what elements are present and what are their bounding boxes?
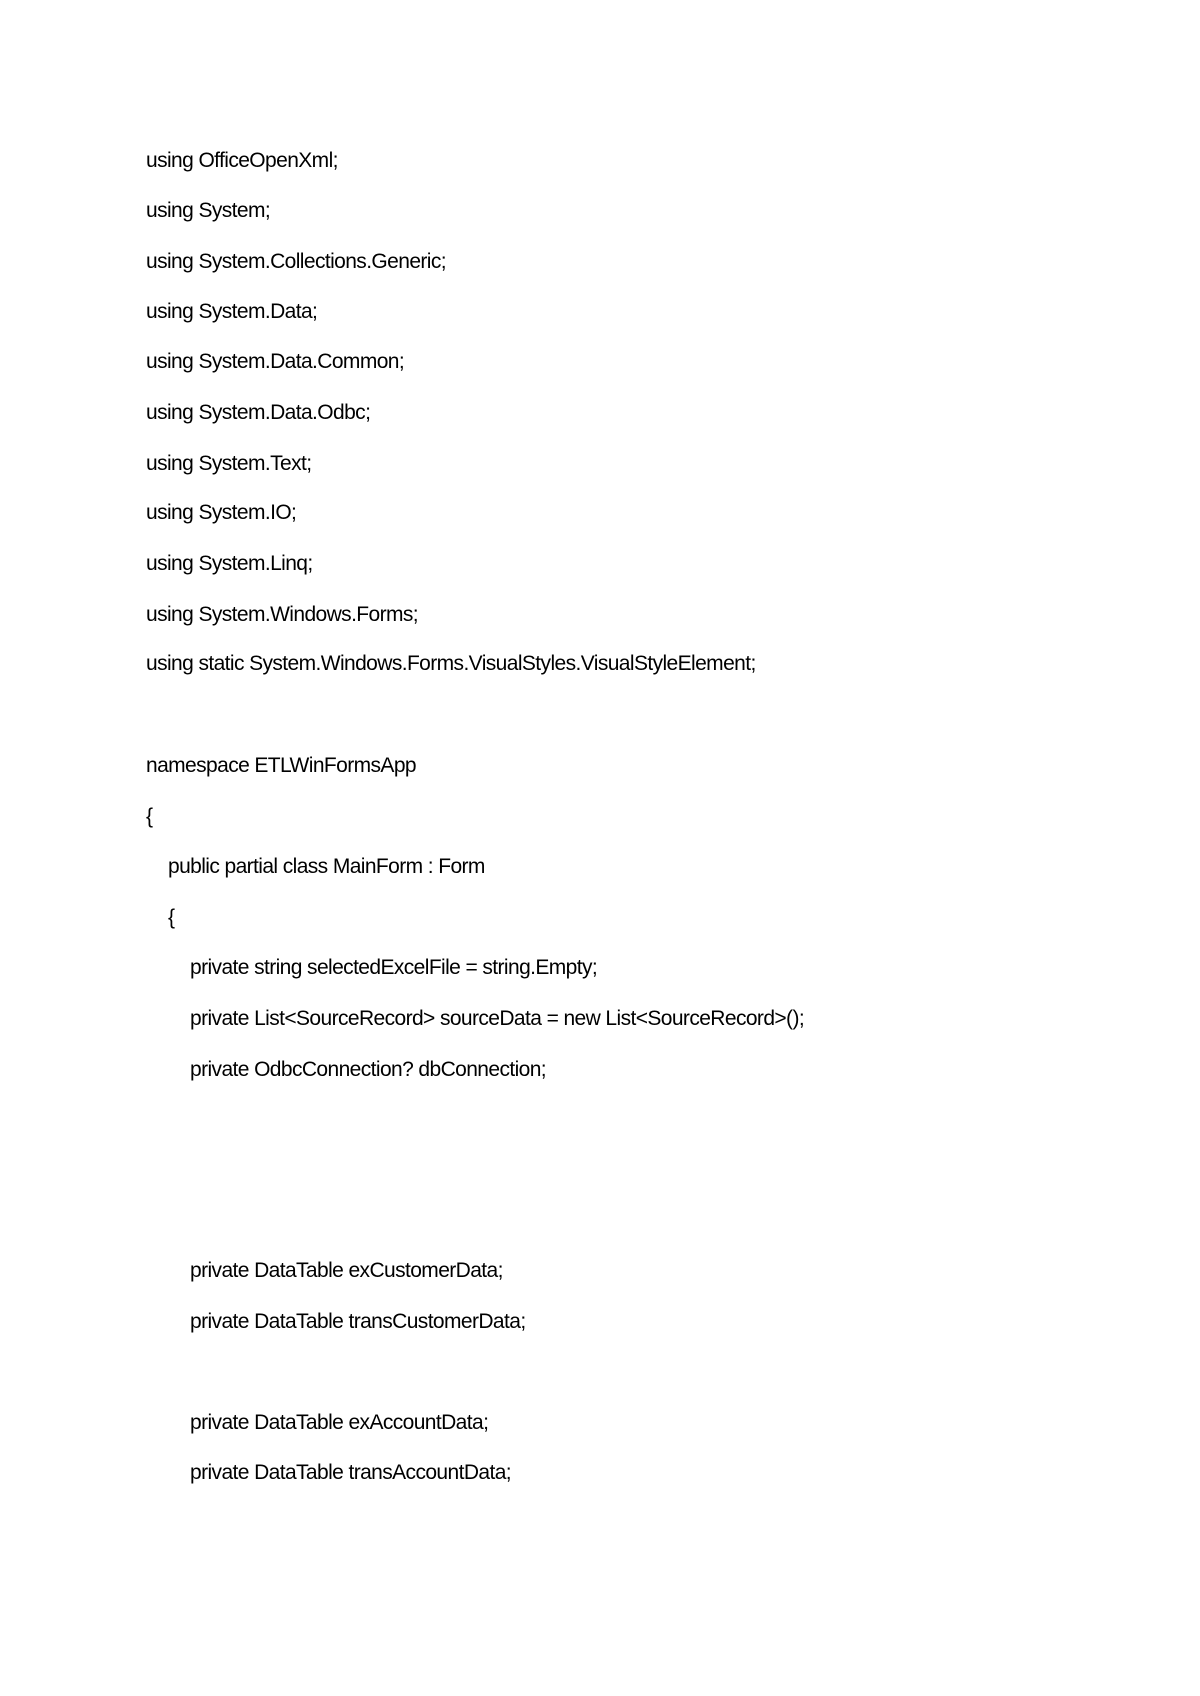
code-line-brace: { — [146, 805, 153, 828]
code-line-using: using System; — [146, 199, 271, 222]
code-line-using: using System.Collections.Generic; — [146, 250, 446, 273]
code-line-using: using System.Text; — [146, 452, 312, 475]
code-line-using: using System.Data.Common; — [146, 350, 405, 373]
code-line-using: using static System.Windows.Forms.VisualStyles.VisualStyleElement; — [146, 652, 756, 675]
code-line-field: private DataTable exAccountData; — [190, 1411, 489, 1434]
code-line-using: using System.Data; — [146, 300, 318, 323]
code-line-field: private DataTable exCustomerData; — [190, 1259, 503, 1282]
code-line-using: using System.Linq; — [146, 552, 313, 575]
code-line-class: public partial class MainForm : Form — [168, 855, 485, 878]
code-line-field: private DataTable transCustomerData; — [190, 1310, 526, 1333]
code-line-field: private DataTable transAccountData; — [190, 1461, 512, 1484]
code-line-using: using System.IO; — [146, 501, 297, 524]
code-line-field: private List<SourceRecord> sourceData = new List<SourceRecord>(); — [190, 1007, 805, 1030]
code-line-namespace: namespace ETLWinFormsApp — [146, 754, 416, 777]
code-line-using: using OfficeOpenXml; — [146, 149, 338, 172]
code-line-field: private string selectedExcelFile = string.Empty; — [190, 956, 598, 979]
code-line-using: using System.Windows.Forms; — [146, 603, 419, 626]
code-line-field: private OdbcConnection? dbConnection; — [190, 1058, 547, 1081]
code-line-using: using System.Data.Odbc; — [146, 401, 371, 424]
code-line-brace: { — [168, 906, 175, 929]
